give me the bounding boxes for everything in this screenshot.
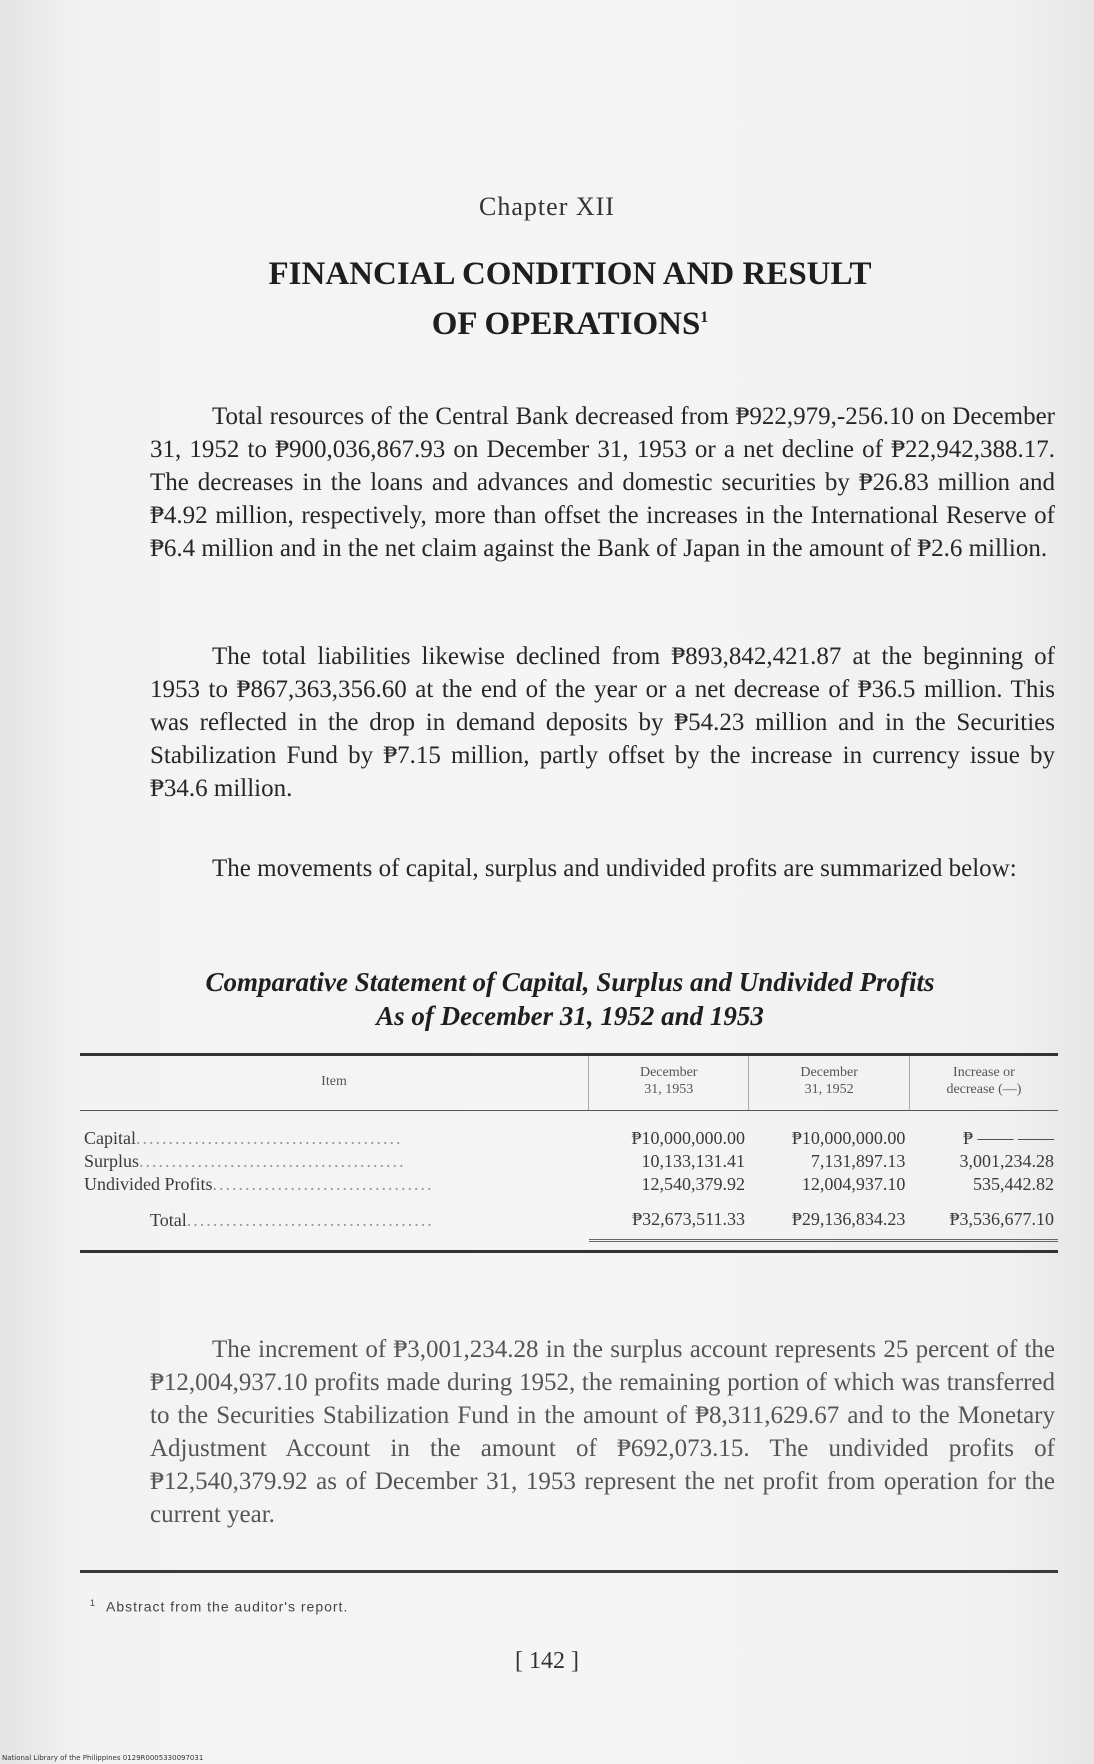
row-change: ₱ —— —— [962, 1128, 1054, 1148]
row-dec-1952: ₱10,000,000.00 [791, 1128, 906, 1148]
page-title [140, 252, 1000, 346]
table-row [80, 1150, 1058, 1173]
chapter-heading: Chapter XII [479, 192, 615, 221]
row-item: Surplus [84, 1151, 140, 1171]
table-title-line-2: As of December 31, 1952 and 1953 [376, 1001, 764, 1031]
row-dec-1952: 12,004,937.10 [801, 1174, 906, 1194]
header-dec-1952-line-2: 31, 1952 [804, 1082, 854, 1097]
paragraph-liabilities-text: The total liabilities likewise declined from ₱893,842,421.87 at the beginning of 1953 to ₱867,363,356.60 at the end of the year or a net decrease of ₱36.5 million. This was reflected in the drop in demand deposits by ₱54.23 million and in the Securities Stabilization Fund by ₱7.15 million, partly offset by the increase in currency issue by ₱34.6 million. [150, 643, 1055, 802]
table-bottom-rule [80, 1250, 1058, 1253]
header-dec-1952-line-1: December [800, 1065, 858, 1080]
header-dec-1953 [589, 1056, 749, 1110]
paragraph-resources-text: Total resources of the Central Bank decreased from ₱922,979,-256.10 on December 31, 1952 to ₱900,036,867.93 on December 31, 1953 or a net decline of ₱22,942,388.17. The decreases in the loans and advances and domestic securities by ₱26.83 million and ₱4.92 million, respectively, more than offset the increases in the International Reserve of ₱6.4 million and in the net claim against the Bank of Japan in the amount of ₱2.6 million. [150, 403, 1055, 562]
row-item: Undivided Profits [84, 1174, 213, 1194]
footnote-mark: 1 [90, 1598, 97, 1608]
footnote [90, 1598, 348, 1615]
leader-dots: .................................. [212, 1174, 434, 1194]
row-item-cell [80, 1173, 589, 1196]
header-dec-1953-line-1: December [639, 1065, 698, 1080]
row-dec-1953: ₱10,000,000.00 [631, 1128, 745, 1148]
header-change-line-1: Increase or [953, 1065, 1015, 1080]
leader-dots: ......................................... [136, 1128, 403, 1148]
title-line-2 [140, 296, 1000, 346]
total-dec-1953: ₱32,673,511.33 [589, 1196, 749, 1241]
row-change: 3,001,234.28 [959, 1151, 1054, 1171]
title-footnote-mark: 1 [700, 309, 709, 326]
row-change: 535,442.82 [973, 1174, 1054, 1194]
comparative-statement-table [80, 1053, 1058, 1253]
library-stamp: National Library of the Philippines 0129R0005330097031 [2, 1754, 204, 1762]
row-dec-1953: 12,540,379.92 [641, 1174, 745, 1194]
table-title [80, 965, 1060, 1033]
title-line-1: FINANCIAL CONDITION AND RESULT [268, 256, 872, 292]
paragraph-resources [150, 400, 1055, 565]
header-dec-1953-line-2: 31, 1953 [644, 1082, 694, 1097]
footnote-rule [80, 1570, 1058, 1573]
header-change [909, 1056, 1058, 1110]
paragraph-summary-intro-text: The movements of capital, surplus and undivided profits are summarized below: [212, 855, 1017, 882]
table-total-row [80, 1196, 1058, 1241]
row-dec-1952: 7,131,897.13 [810, 1151, 906, 1171]
header-item: Item [321, 1073, 347, 1089]
leader-dots: ......................................... [139, 1151, 406, 1171]
row-item-cell [80, 1150, 589, 1173]
page-number: [ 142 ] [515, 1648, 579, 1674]
table-row [80, 1173, 1058, 1196]
paragraph-summary-intro [150, 852, 1055, 885]
leader-dots: ...................................... [186, 1209, 434, 1230]
header-change-line-2: decrease (—) [946, 1082, 1022, 1097]
row-dec-1953: 10,133,131.41 [641, 1151, 745, 1171]
total-item-cell [80, 1196, 589, 1241]
table-title-line-1: Comparative Statement of Capital, Surplus and Undivided Profits [205, 967, 935, 997]
total-change: ₱3,536,677.10 [909, 1196, 1058, 1241]
total-label: Total [150, 1209, 187, 1230]
row-item-cell [80, 1111, 589, 1150]
footnote-text: Abstract from the auditor's report. [106, 1598, 349, 1615]
paragraph-increment [150, 1333, 1055, 1531]
title-line-2-text: OF OPERATIONS [431, 306, 701, 342]
table-row [80, 1111, 1058, 1150]
paragraph-liabilities [150, 640, 1055, 805]
paragraph-increment-text: The increment of ₱3,001,234.28 in the surplus account represents 25 percent of the ₱12,004,937.10 profits made during 1952, the remaining portion of which was transferred to the Securities Stabilization Fund in the amount of ₱8,311,629.67 and to the Monetary Adjustment Account in the amount of ₱692,073.15. The undivided profits of ₱12,540,379.92 as of December 31, 1953 represent the net profit from operation for the current year. [150, 1336, 1055, 1528]
header-dec-1952 [749, 1056, 909, 1110]
total-dec-1952: ₱29,136,834.23 [749, 1196, 909, 1241]
row-item: Capital [84, 1128, 136, 1148]
